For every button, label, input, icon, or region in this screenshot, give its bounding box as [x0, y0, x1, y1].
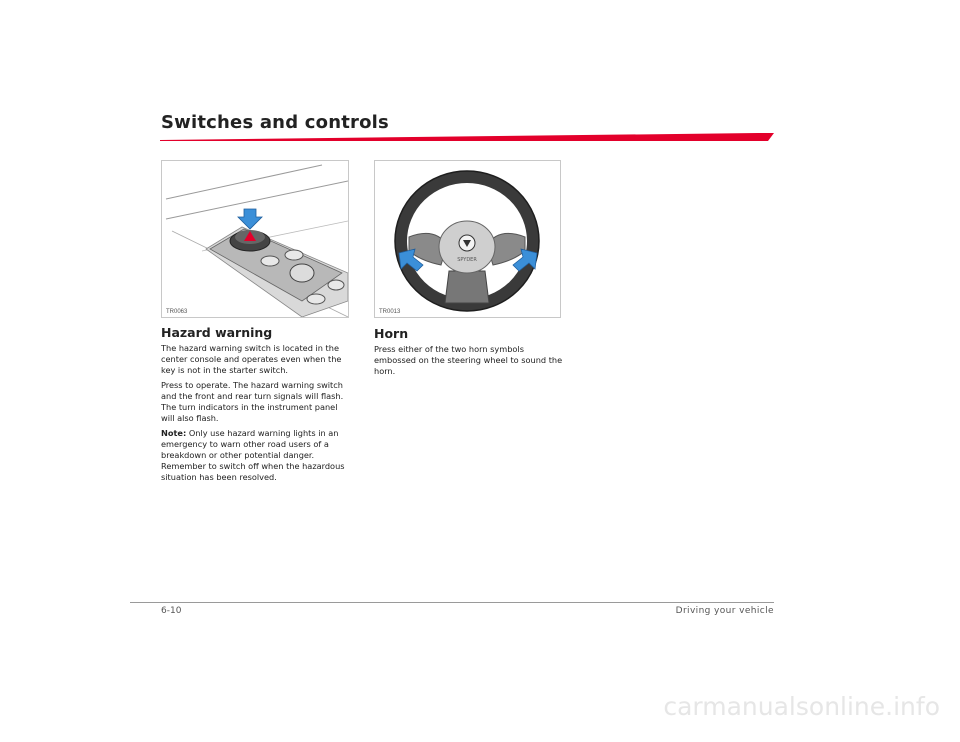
hazard-warning-text [161, 343, 353, 487]
horn-text [374, 344, 566, 381]
horn-para: Press either of the two horn symbols embossed on the steering wheel to sound the horn. [374, 344, 563, 376]
footer-divider [130, 602, 774, 603]
hazard-para-operate: Press to operate. The hazard warning switch and the front and rear turn signals will flash. The turn indicators in the instrument panel will also flash. [161, 380, 344, 423]
watermark: carmanualsonline.info [663, 692, 940, 721]
horn-heading: Horn [374, 326, 409, 341]
figure-code: TR0013 [379, 309, 401, 315]
hazard-warning-heading: Hazard warning [161, 325, 273, 340]
figure-code: TR0063 [166, 309, 188, 315]
page-title: Switches and controls [161, 112, 389, 133]
chapter-title: Driving your vehicle [675, 606, 774, 616]
hazard-para-location: The hazard warning switch is located in the center console and operates even when the key is not in the starter switch. [161, 343, 342, 375]
note-text: Only use hazard warning lights in an emergency to warn other road users of a breakdown or other potential danger. Remember to switch off when the hazardous situation has been resolved. [161, 428, 345, 482]
wheel-emblem-text: SPYDER [457, 257, 477, 263]
horn-figure [374, 160, 561, 318]
hazard-switch-illustration-icon [162, 161, 348, 317]
steering-wheel-illustration-icon [375, 161, 560, 317]
hazard-switch-figure [161, 160, 349, 318]
hazard-note [161, 428, 353, 483]
note-label: Note: [161, 428, 187, 438]
title-accent-rule [160, 132, 774, 144]
page-number: 6-10 [161, 606, 182, 616]
